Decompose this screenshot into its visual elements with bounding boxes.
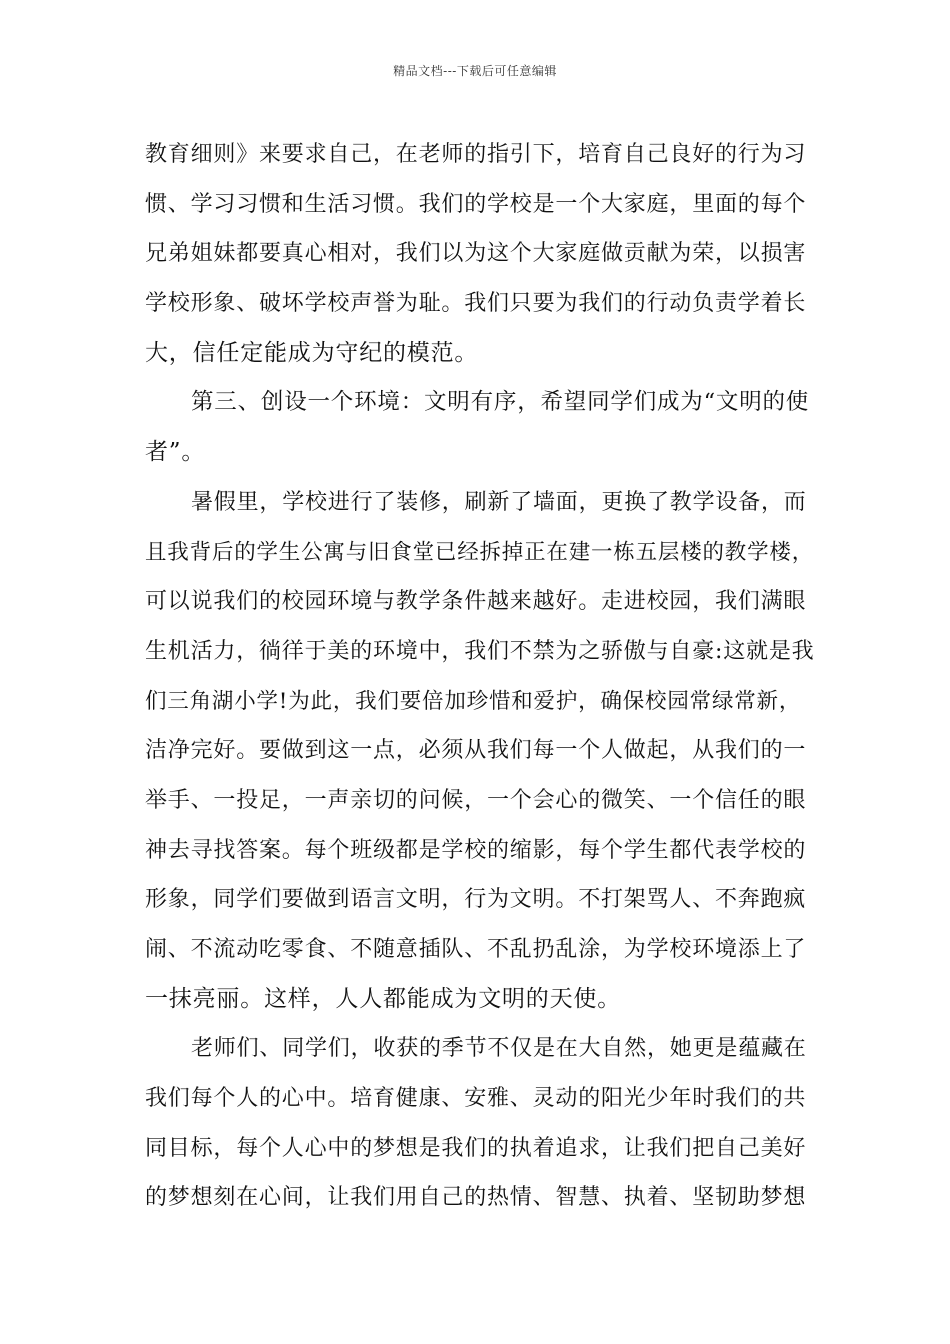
text-line: 一抹亮丽。这样，人人都能成为文明的天使。: [145, 985, 621, 1012]
text-line: 的梦想刻在心间，让我们用自己的热情、智慧、执着、坚韧助梦想: [145, 1185, 807, 1211]
text-line: 老师们、同学们，收获的季节不仅是在大自然，她更是蕴藏在: [191, 1036, 807, 1062]
text-line: 神去寻找答案。每个班级都是学校的缩影，每个学生都代表学校的: [145, 837, 807, 863]
text-line: 生机活力，徜徉于美的环境中，我们不禁为之骄傲与自豪:这就是我: [145, 638, 815, 664]
text-line: 教育细则》来要求自己，在老师的指引下，培育自己良好的行为习: [145, 142, 807, 167]
text-line: 洁净完好。要做到这一点，必须从我们每一个人做起，从我们的一: [145, 738, 807, 764]
text-line: 暑假里，学校进行了装修，刷新了墙面，更换了教学设备，而: [191, 489, 807, 515]
body-text: [145, 130, 815, 1223]
text-line: 第三、创设一个环境：文明有序，希望同学们成为“文明的使: [191, 389, 810, 416]
text-line: 学校形象、破坏学校声誉为耻。我们只要为我们的行动负责学着长: [145, 291, 807, 317]
text-line: 者”。: [145, 439, 206, 466]
text-line: 我们每个人的心中。培育健康、安雅、灵动的阳光少年时我们的共: [145, 1086, 807, 1112]
text-line: 形象，同学们要做到语言文明，行为文明。不打架骂人、不奔跑疯: [145, 887, 807, 913]
text-line: 们三角湖小学!为此，我们要倍加珍惜和爱护，确保校园常绿常新，: [145, 688, 802, 714]
page-header: 精品文档---下载后可任意编辑: [393, 64, 557, 78]
text-line: 兄弟姐妹都要真心相对，我们以为这个大家庭做贡献为荣，以损害: [145, 241, 807, 267]
text-line: 闹、不流动吃零食、不随意插队、不乱扔乱涂，为学校环境添上了: [145, 937, 807, 962]
text-line: 举手、一投足，一声亲切的问候，一个会心的微笑、一个信任的眼: [145, 787, 807, 813]
text-line: 可以说我们的校园环境与教学条件越来越好。走进校园，我们满眼: [145, 589, 807, 615]
text-line: 惯、学习习惯和生活习惯。我们的学校是一个大家庭，里面的每个: [145, 191, 807, 217]
text-line: 且我背后的学生公寓与旧食堂已经拆掉正在建一栋五层楼的教学楼，: [145, 539, 815, 565]
text-line: 同目标，每个人心中的梦想是我们的执着追求，让我们把自己美好: [145, 1135, 807, 1161]
text-line: 大，信任定能成为守纪的模范。: [145, 339, 479, 366]
